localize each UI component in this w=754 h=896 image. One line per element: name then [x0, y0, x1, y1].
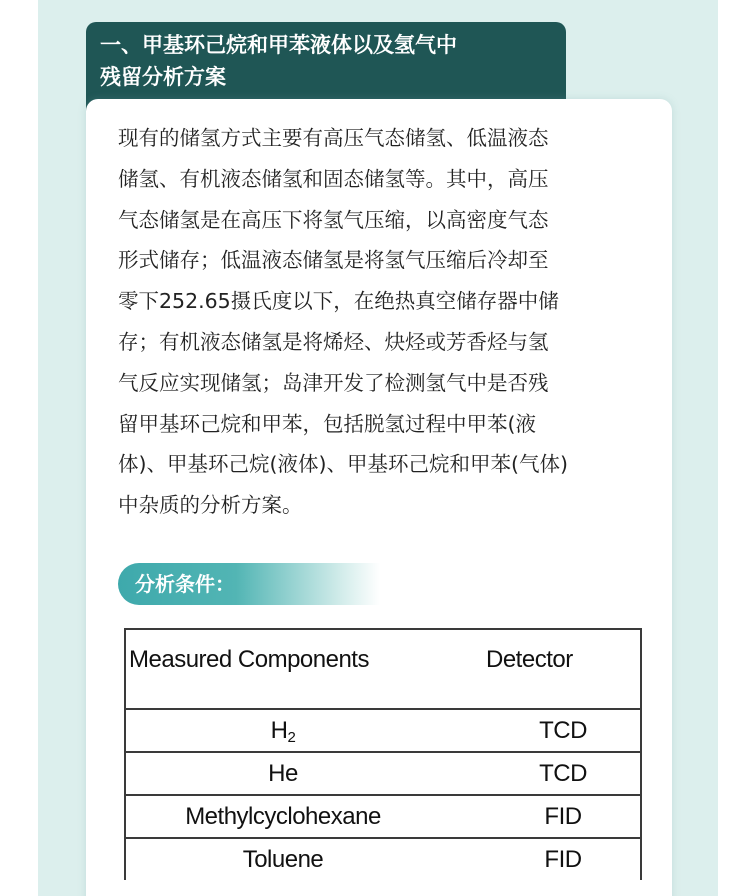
- components-table: [124, 628, 642, 880]
- component-name: [126, 846, 486, 874]
- table-header-row: [125, 629, 641, 709]
- paragraph-line: 气反应实现储氢；岛津开发了检测氢气中是否残: [118, 370, 549, 395]
- description-paragraph: [118, 118, 648, 526]
- paragraph-line: 留甲基环己烷和甲苯，包括脱氢过程中甲苯(液: [118, 411, 536, 436]
- component-name: [126, 803, 486, 831]
- section-title-line-2: 残留分析方案: [100, 65, 226, 89]
- component-name: [126, 760, 486, 788]
- paragraph-line: 现有的储氢方式主要有高压气态储氢、低温液态: [118, 126, 549, 150]
- paragraph-line: 零下252.65摄氏度以下，在绝热真空储存器中储: [118, 289, 559, 314]
- section-title-line-1: 一、甲基环己烷和甲苯液体以及氢气中: [100, 33, 457, 57]
- component-text: He: [268, 759, 298, 787]
- table-row: [125, 752, 641, 795]
- header-cell-text: Detector: [486, 646, 573, 673]
- detector-cell: [486, 709, 641, 752]
- detector-name: TCD: [539, 716, 587, 744]
- paragraph-line: 体)、甲基环己烷(液体)、甲基环己烷和甲苯(气体): [118, 452, 568, 477]
- header-measured-components: [125, 629, 486, 709]
- paragraph-line: 储氢、有机液态储氢和固态储氢等。其中，高压: [118, 166, 549, 191]
- detector-name: FID: [544, 802, 582, 830]
- paragraph-line: 气态储氢是在高压下将氢气压缩，以高密度气态: [118, 207, 549, 232]
- component-subscript: 2: [287, 728, 296, 746]
- component-text: Toluene: [242, 845, 324, 873]
- detector-cell: [486, 838, 641, 880]
- detector-name: TCD: [539, 759, 587, 787]
- component-text: H: [270, 716, 288, 744]
- detector-cell: [486, 752, 641, 795]
- component-text: Methylcyclohexane: [185, 802, 381, 830]
- table-row: [125, 709, 641, 752]
- conditions-label: 分析条件：: [118, 563, 380, 605]
- component-cell: [125, 838, 486, 880]
- detector-name: FID: [544, 845, 582, 873]
- paragraph-line: 形式储存；低温液态储氢是将氢气压缩后冷却至: [118, 248, 549, 273]
- table-row: [125, 838, 641, 880]
- component-cell: [125, 709, 486, 752]
- component-cell: [125, 795, 486, 838]
- detector-cell: [486, 795, 641, 838]
- header-detector: [486, 629, 641, 709]
- paragraph-line: 中杂质的分析方案。: [118, 493, 303, 518]
- header-cell-text: Measured Components: [129, 646, 369, 673]
- paragraph-line: 存；有机液态储氢是将烯烃、炔烃或芳香烃与氢: [118, 329, 549, 354]
- component-name: [126, 717, 486, 745]
- component-cell: [125, 752, 486, 795]
- table-row: [125, 795, 641, 838]
